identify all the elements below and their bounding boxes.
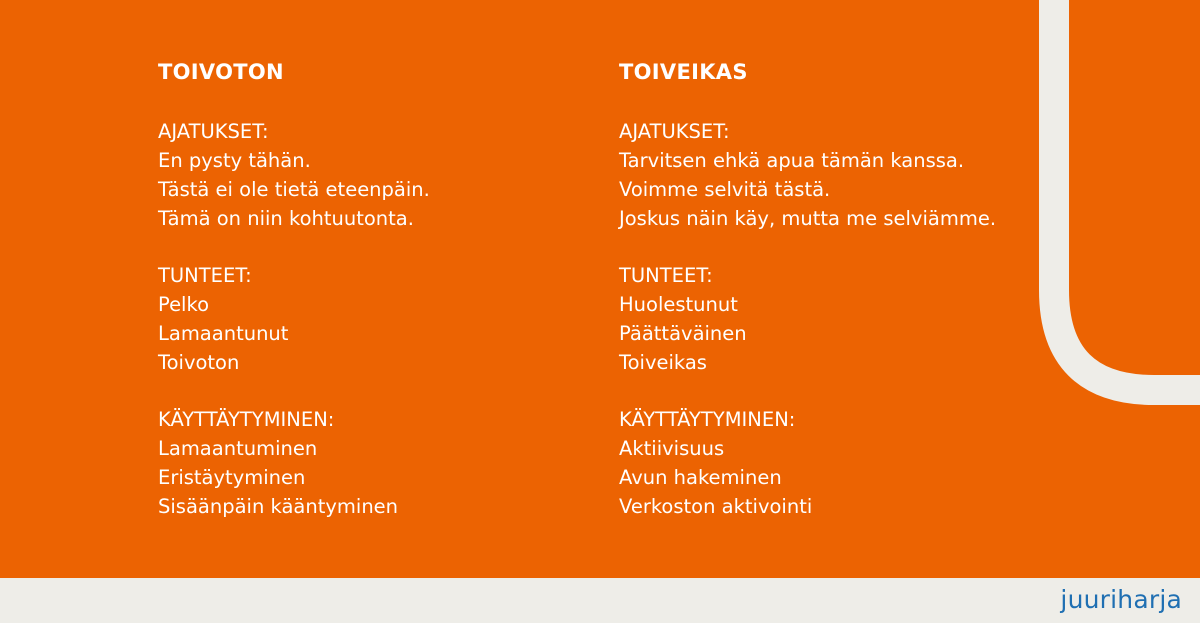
list-item: Tarvitsen ehkä apua tämän kanssa.: [619, 149, 965, 172]
section-heading: KÄYTTÄYTYMINEN:: [158, 408, 335, 431]
list-item: Pelko: [158, 293, 210, 316]
list-item: Aktiivisuus: [619, 437, 725, 460]
list-item: Lamaantuminen: [158, 437, 318, 460]
column-hopeless: [158, 58, 578, 549]
thoughts-section: [619, 117, 1039, 233]
feelings-section: [158, 261, 578, 377]
footer-bar: [0, 578, 1200, 623]
section-heading: AJATUKSET:: [158, 120, 269, 143]
brand-logo: juuriharja: [1060, 585, 1182, 614]
list-item: Tämä on niin kohtuutonta.: [158, 207, 414, 230]
behavior-section: [619, 405, 1039, 521]
list-item: Tästä ei ole tietä eteenpäin.: [158, 178, 430, 201]
list-item: Eristäytyminen: [158, 466, 306, 489]
list-item: Päättäväinen: [619, 322, 747, 345]
list-item: Voimme selvitä tästä.: [619, 178, 831, 201]
list-item: En pysty tähän.: [158, 149, 311, 172]
feelings-section: [619, 261, 1039, 377]
list-item: Joskus näin käy, mutta me selviämme.: [619, 207, 997, 230]
list-item: Toiveikas: [619, 351, 707, 374]
thoughts-section: [158, 117, 578, 233]
list-item: Huolestunut: [619, 293, 738, 316]
column-title: TOIVOTON: [158, 60, 284, 84]
list-item: Lamaantunut: [158, 322, 289, 345]
section-heading: AJATUKSET:: [619, 120, 730, 143]
behavior-section: [158, 405, 578, 521]
column-title: TOIVEIKAS: [619, 60, 748, 84]
column-hopeful: [619, 58, 1039, 549]
section-heading: KÄYTTÄYTYMINEN:: [619, 408, 796, 431]
list-item: Verkoston aktivointi: [619, 495, 813, 518]
section-heading: TUNTEET:: [158, 264, 252, 287]
section-heading: TUNTEET:: [619, 264, 713, 287]
list-item: Toivoton: [158, 351, 240, 374]
decorative-curve: [1020, 0, 1200, 410]
list-item: Sisäänpäin kääntyminen: [158, 495, 399, 518]
list-item: Avun hakeminen: [619, 466, 782, 489]
